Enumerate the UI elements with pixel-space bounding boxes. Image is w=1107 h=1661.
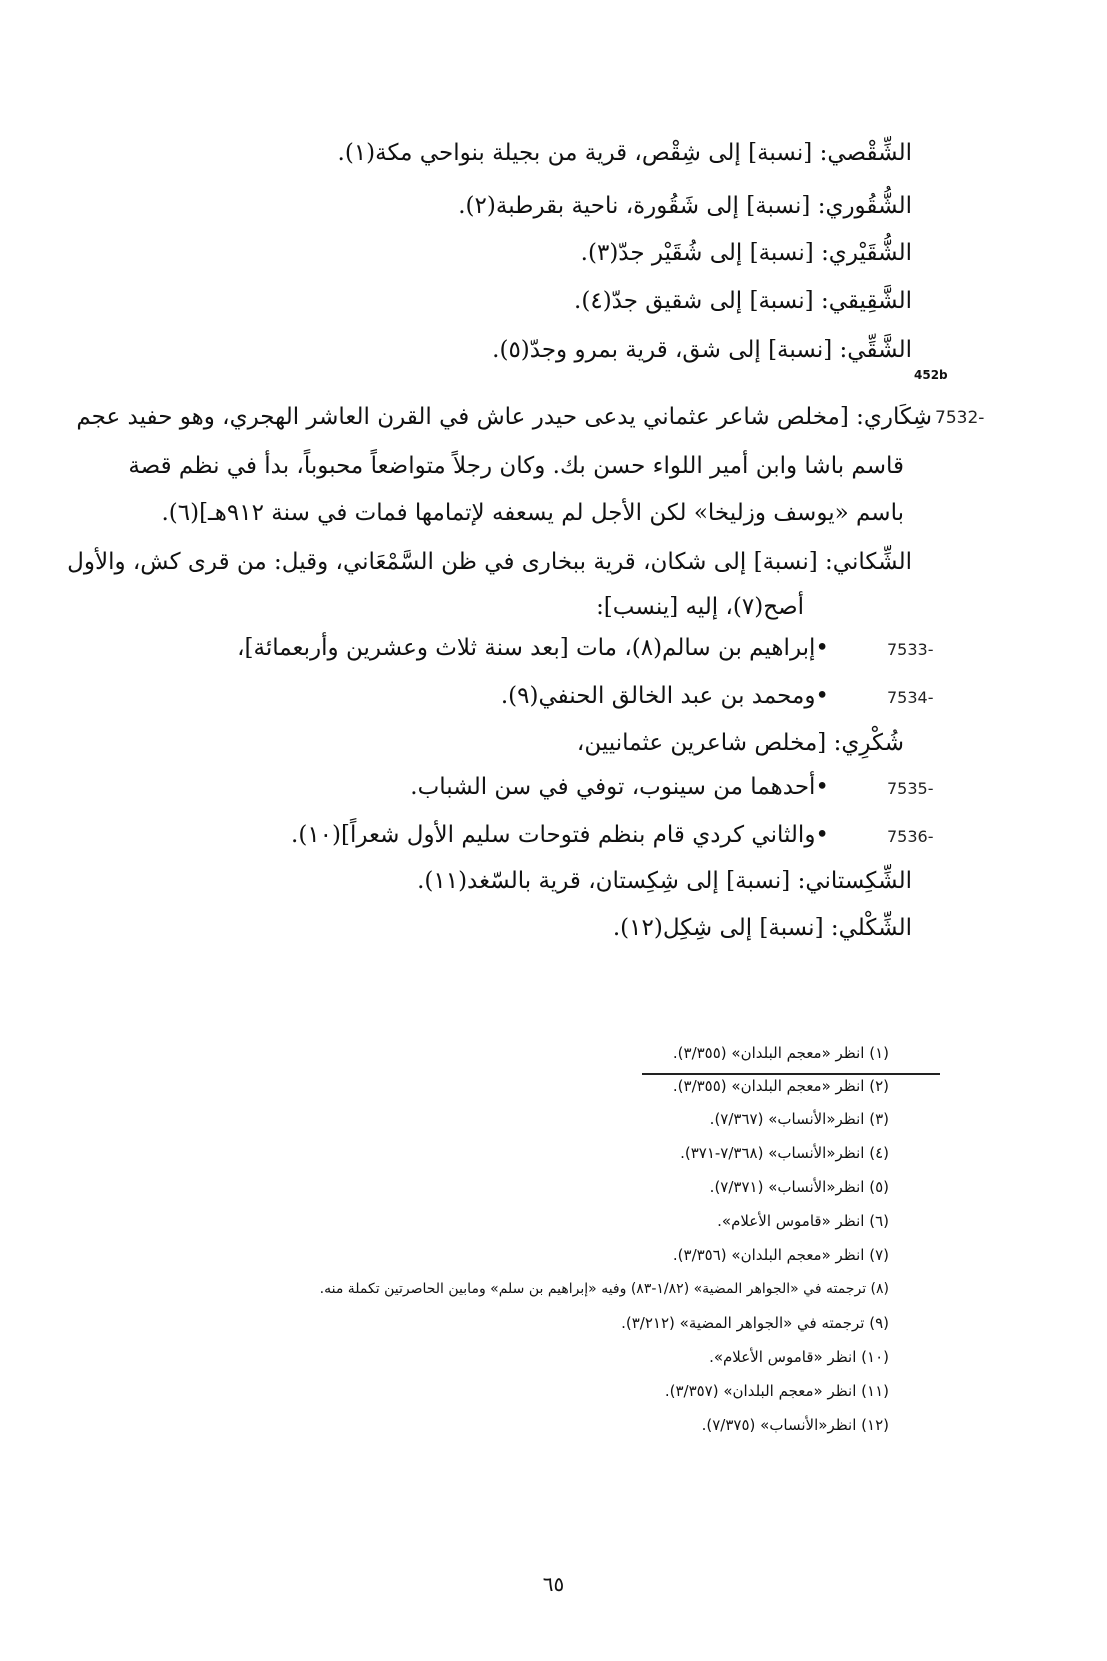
entry-shikli: الشِّكْلي: [نسبة] إلى شِكِل(١٢). — [612, 915, 912, 941]
entry-shikani-line-2: أصح(٧)، إليه [ينسب]: — [596, 594, 804, 620]
footnote-5: (٥) انظر«الأنساب» (٧/٣٧١). — [709, 1178, 889, 1196]
person-sinop-poet: •أحدهما من سينوب، توفي في سن الشباب. — [410, 774, 829, 800]
entry-shikani-line-1: الشِّكاني: [نسبة] إلى شكان، قرية ببخارى في ظن السَّمْعَاني، وقيل: من قرى كش، والأول — [67, 549, 912, 575]
entry-number: 7532- — [935, 408, 985, 428]
footnote-9: (٩) ترجمته في «الجواهر المضية» (٣/٢١٢). — [621, 1314, 889, 1332]
person-number: 7534- — [887, 688, 934, 707]
entry-shaqqi: الشَّقِّي: [نسبة] إلى شق، قرية بمرو وجدّ(٥). — [492, 337, 912, 363]
entry-shukri: شُكْرِي: [مخلص شاعرين عثمانيين، — [576, 730, 904, 756]
footnote-6: (٦) انظر «قاموس الأعلام». — [717, 1212, 889, 1230]
person-kurdish-poet: •والثاني كردي قام بنظم فتوحات سليم الأول شعراً](١٠). — [291, 822, 829, 848]
entry-shuqayri: الشُّقَيْري: [نسبة] إلى شُقَيْر جدّ(٣). — [580, 240, 912, 266]
footnote-2: (٢) انظر «معجم البلدان» (٣/٣٥٥). — [672, 1077, 889, 1095]
margin-reference: 452b — [914, 368, 948, 382]
footnote-3: (٣) انظر«الأنساب» (٧/٣٦٧). — [709, 1110, 889, 1128]
entry-shikari-line-1: شِكَاري: [مخلص شاعر عثماني يدعى حيدر عاش في القرن العاشر الهجري، وهو حفيد عجم — [76, 404, 932, 430]
page-number: ٦٥ — [542, 1572, 565, 1596]
footnote-12: (١٢) انظر«الأنساب» (٧/٣٧٥). — [701, 1416, 889, 1434]
person-ibrahim: •إبراهيم بن سالم(٨)، مات [بعد سنة ثلاث وعشرين وأربعمائة]، — [237, 635, 829, 661]
entry-shikistani: الشِّكِستاني: [نسبة] إلى شِكِستان، قرية بالسّغد(١١). — [417, 868, 912, 894]
entry-shiqsi: الشِّقْصي: [نسبة] إلى شِقْص، قرية من بجيلة بنواحي مكة(١). — [337, 140, 912, 166]
entry-shaqiqi: الشَّقِيقي: [نسبة] إلى شقيق جدّ(٤). — [574, 288, 912, 314]
footnote-4: (٤) انظر«الأنساب» (٧/٣٦٨-٣٧١). — [680, 1144, 889, 1162]
person-muhammad: •ومحمد بن عبد الخالق الحنفي(٩). — [500, 683, 829, 709]
footnote-8: (٨) ترجمته في «الجواهر المضية» (١/٨٢-٨٣) وفيه «إبراهيم بن سلم» ومابين الحاصرتين تكملة منه. — [319, 1281, 889, 1297]
person-number: 7535- — [887, 779, 934, 798]
footnote-7: (٧) انظر «معجم البلدان» (٣/٣٥٦). — [672, 1246, 889, 1264]
person-number: 7536- — [887, 827, 934, 846]
entry-shikari-line-3: باسم «يوسف وزليخا» لكن الأجل لم يسعفه لإتمامها فمات في سنة ٩١٢هـ](٦). — [161, 500, 904, 526]
entry-shuquri: الشُّقُوري: [نسبة] إلى شَقُورة، ناحية بقرطبة(٢). — [458, 193, 912, 219]
footnote-1: (١) انظر «معجم البلدان» (٣/٣٥٥). — [672, 1044, 889, 1062]
person-number: 7533- — [887, 640, 934, 659]
footnote-11: (١١) انظر «معجم البلدان» (٣/٣٥٧). — [664, 1382, 889, 1400]
footnote-10: (١٠) انظر «قاموس الأعلام». — [709, 1348, 889, 1366]
entry-shikari-line-2: قاسم باشا وابن أمير اللواء حسن بك. وكان رجلاً متواضعاً محبوباً، بدأ في نظم قصة — [128, 453, 904, 479]
